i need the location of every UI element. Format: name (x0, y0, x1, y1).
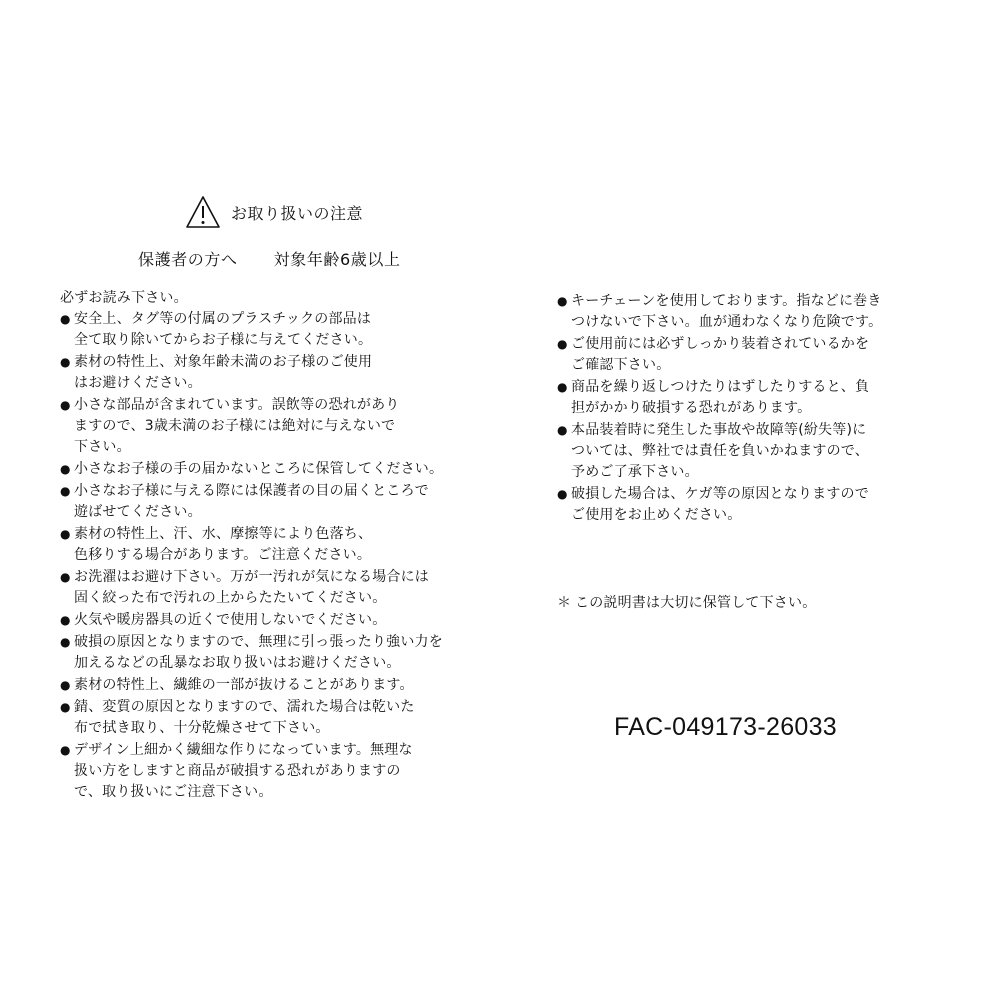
caution-line: 全て取り除いてからお子様に与えてください。 (74, 332, 373, 348)
caution-line: 布で拭き取り、十分乾燥させて下さい。 (74, 720, 330, 736)
audience-line (138, 247, 401, 270)
caution-line: 素材の特性上、汗、水、摩擦等により色落ち、 (74, 526, 373, 542)
bullet-icon: ● (60, 312, 71, 326)
caution-line: 安全上、タグ等の付属のプラスチックの部品は (74, 311, 372, 327)
caution-line: 遊ばせてください。 (74, 504, 202, 520)
caution-line: 商品を繰り返しつけたりはずしたりすると、負 (571, 379, 870, 395)
caution-line: 小さなお子様の手の届かないところに保管してください。 (74, 461, 444, 477)
caution-line: ご確認下さい。 (571, 357, 671, 373)
caution-text (571, 420, 869, 483)
bullet-icon: ● (60, 678, 71, 692)
age-label: 対象年齢6歳以上 (273, 250, 401, 269)
caution-item (60, 740, 480, 803)
caution-text (74, 610, 386, 631)
bullet-icon: ● (60, 635, 71, 649)
caution-text (571, 484, 869, 526)
caution-item (557, 484, 937, 526)
bullet-icon: ● (557, 380, 568, 394)
caution-line: 火気や暖房器具の近くで使用しないでください。 (74, 612, 387, 628)
caution-item (557, 377, 937, 419)
caution-line: ますので、3歳未満のお子様には絶対に与えないで (74, 418, 396, 434)
caution-line: お洗濯はお避け下さい。万が一汚れが気になる場合には (74, 569, 429, 585)
bullet-icon: ● (60, 484, 71, 498)
storage-note-text: この説明書は大切に保管して下さい。 (575, 595, 817, 611)
caution-item (60, 567, 480, 609)
bullet-icon: ● (60, 570, 71, 584)
caution-text (74, 567, 429, 609)
caution-line: 担がかかり破損する恐れがあります。 (571, 400, 812, 416)
caution-item (60, 524, 480, 566)
caution-item (60, 697, 480, 739)
caution-text (74, 632, 443, 674)
warning-triangle-icon (185, 195, 221, 229)
caution-line: はお避けください。 (74, 375, 202, 391)
caution-line: 色移りする場合があります。ご注意ください。 (74, 547, 372, 563)
left-caution-list (60, 309, 480, 803)
bullet-icon: ● (60, 743, 71, 757)
bullet-icon: ● (557, 423, 568, 437)
caution-text (571, 291, 882, 333)
caution-line: キーチェーンを使用しております。指などに巻き (571, 293, 882, 309)
storage-note (557, 592, 816, 612)
caution-line: ご使用前には必ずしっかり装着されているかを (571, 336, 870, 352)
bullet-icon: ● (557, 337, 568, 351)
caution-item (60, 481, 480, 523)
caution-line: 加えるなどの乱暴なお取り扱いはお避けください。 (74, 655, 401, 671)
caution-line: 破損の原因となりますので、無理に引っ張ったり強い力を (74, 634, 443, 650)
title-text: お取り扱いの注意 (231, 203, 364, 223)
caution-item (60, 395, 480, 458)
page-title (185, 192, 363, 232)
caution-item (557, 334, 937, 376)
bullet-icon: ● (60, 398, 71, 412)
left-column (60, 288, 480, 803)
caution-line: 扱い方をしますと商品が破損する恐れがありますの (74, 763, 401, 779)
caution-text (74, 352, 372, 394)
bullet-icon: ● (557, 294, 568, 308)
bullet-icon: ● (60, 527, 71, 541)
caution-text (74, 524, 372, 566)
caution-text (571, 334, 869, 376)
intro-text: 必ずお読み下さい。 (60, 290, 188, 306)
caution-text (571, 377, 869, 419)
caution-line: ついては、弊社では責任を負いかねますので、 (571, 443, 869, 459)
caution-line: ご使用をお止めください。 (571, 507, 742, 523)
caution-line: 錆、変質の原因となりますので、濡れた場合は乾いた (74, 699, 415, 715)
caution-line: 素材の特性上、繊維の一部が抜けることがあります。 (74, 677, 414, 693)
bullet-icon: ● (60, 355, 71, 369)
caution-line: デザイン上細かく繊細な作りになっています。無理な (74, 742, 413, 758)
caution-item (60, 610, 480, 631)
caution-item (557, 420, 937, 483)
caution-line: 本品装着時に発生した事故や故障等(紛失等)に (571, 422, 867, 438)
asterisk-mark: ＊ (557, 595, 572, 611)
caution-text (74, 675, 414, 696)
caution-line: 小さな部品が含まれています。誤飲等の恐れがあり (74, 397, 400, 413)
right-column (557, 291, 937, 526)
guardian-label: 保護者の方へ (138, 250, 238, 269)
right-caution-list (557, 291, 937, 526)
bullet-icon: ● (60, 613, 71, 627)
caution-line: で、取り扱いにご注意下さい。 (74, 784, 273, 800)
caution-line: 素材の特性上、対象年齢未満のお子様のご使用 (74, 354, 373, 370)
caution-item (60, 352, 480, 394)
caution-item (60, 459, 480, 480)
bullet-icon: ● (557, 487, 568, 501)
caution-item (557, 291, 937, 333)
bullet-icon: ● (60, 462, 71, 476)
caution-text (74, 309, 372, 351)
caution-line: 予めご了承下さい。 (571, 464, 699, 480)
product-code: FAC-049173-26033 (614, 713, 838, 741)
caution-text (74, 459, 443, 480)
caution-line: 下さい。 (74, 439, 131, 455)
caution-item (60, 309, 480, 351)
bullet-icon: ● (60, 700, 71, 714)
caution-text (74, 395, 399, 458)
caution-text (74, 740, 413, 803)
caution-line: 破損した場合は、ケガ等の原因となりますので (571, 486, 869, 502)
caution-item (60, 675, 480, 696)
caution-line: つけないで下さい。血が通わなくなり危険です。 (571, 314, 883, 330)
caution-line: 小さなお子様に与える際には保護者の目の届くところで (74, 483, 429, 499)
caution-line: 固く絞った布で汚れの上からたたいてください。 (74, 590, 387, 606)
caution-text (74, 697, 415, 739)
caution-text (74, 481, 429, 523)
caution-item (60, 632, 480, 674)
